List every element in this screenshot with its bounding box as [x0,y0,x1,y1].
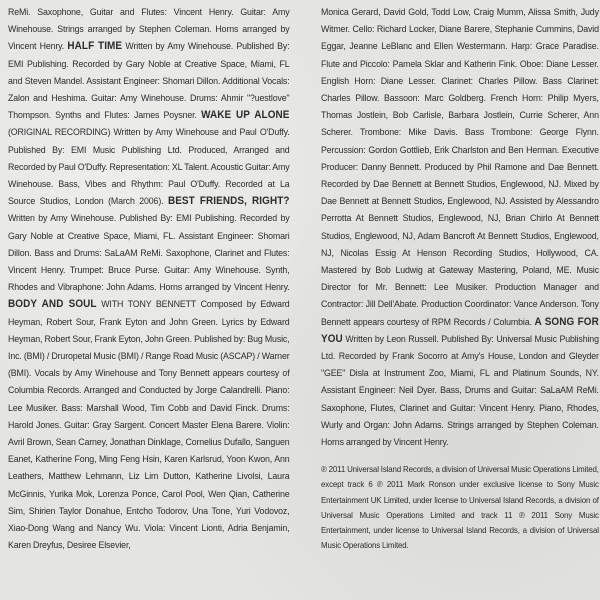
song-title: WAKE UP ALONE [201,109,290,122]
song-title: BODY AND SOUL [8,298,97,311]
credit-text: WITH TONY BENNETT Composed by Edward Heyman, Robert Sour, Frank Eyton and John Green. Lyrics by Edward Heyman, Robert Sour, Frank Eyton, John Green. Published by: Bug Music, Inc. (BMI) / Druropetal Music (BMI) / Range Road Music (ASCAP) / Warner (BMI). Vocals by Amy Winehouse and Tony Bennett appears courtesy of Columbia Records. Arranged and Conducted by Jorge Calandrelli. Piano: Lee Musiker. Bass: Marshall Wood, Tim Cobb and David Finck. Drums: Harold Jones. Guitar: Gray Sargent. Concert Master Elena Barere. Violin: Avril Brown, Sean Carney, Jonathan Dinklage, Cornelius Dufallo, Sanguen Eanet, Katherine Fong, Ming Feng Hsin, Karen Karlsrud, Yoon Kwon, Ann Leathers, Matthew Lehmann, Liz Lim Dutton, Katherine Livolsi, Laura McGinnis, Yurika Mok, Lorenza Ponce, Carol Pool, Wen Qian, Catherine Sim, Shirien Taylor Donahue, Entcho Todorov, Una Tone, Yuri Vodovoz, Xiao-Dong Wang and Nancy Wu. Viola: Vincent Lionti, Adria Benjamin, Karen Dreyfus, Desiree Elsevier, [8,299,290,552]
right-credits-paragraph [321,4,599,451]
left-credits-paragraph [8,4,290,555]
credit-text: Written by Leon Russell. Published By: Universal Music Publishing Ltd. Recorded by Frank Socorro at Amy's House, London and Gleyder "GEE" Disla at Instrument Zoo, Miami, FL and Platinum Sounds, NY. Assistant Engineer: Neil Dyer. Bass, Drums and Guitar: SaLaAM ReMi. Saxophone, Flutes, Clarinet and Guitar: Vincent Henry. Piano, Rhodes, Wurly and Organ: John Adams. Strings arranged by Stephen Coleman. Horns arranged by Vincent Henry. [321,333,599,449]
right-column [321,4,599,554]
song-title: BEST FRIENDS, RIGHT? [167,195,290,208]
credit-text: Written by Amy Winehouse. Published By: EMI Publishing. Recorded by Gary Noble at Creative Space, Miami, FL. Assistant Engineer: Shomari Dillon. Bass and Drums: SaLaAM ReMi. Saxophone, Clarinet and Flutes: Vincent Henry. Trumpet: Bruce Purse. Guitar: Amy Winehouse. Synth, Rhodes and Vibraphone: John Adams. Horns arranged by Vincent Henry. [8,213,290,294]
song-title: A SONG FOR YOU [321,315,599,345]
copyright-notice: ℗ 2011 Universal Island Records, a division of Universal Music Operations Limited, except track 6 ℗ 2011 Mark Ronson under exclusive license to Sony Music Entertainment UK Limited, under license to Universal Island Records, a division of Universal Music Operations Limited and track 11 ℗ 2011 Sony Music Entertainment, under license to Universal Island Records, a division of Universal Music Operations Limited. [321,464,599,551]
credit-text: ReMi. Saxophone, Guitar and Flutes: Vincent Henry. Guitar: Amy Winehouse. Strings arranged by Stephen Coleman. Horns arranged by Vincent Henry. [8,7,290,53]
left-column [8,4,290,555]
credit-text: Monica Gerard, David Gold, Todd Low, Craig Mumm, Alissa Smith, Judy Witmer. Cello: Richard Locker, Diane Barere, Stephanie Cummins, David Eggar, Jeanne LeBlanc and Ellen Westermann. Harp: Grace Paradise. Flute and Piccolo: Pamela Sklar and Katherin Fink. Oboe: Diane Lesser. English Horn: Diane Lesser. Clarinet: Charles Pillow. Bass Clarinet: Charles Pillow. Bassoon: Marc Goldberg. French Horn: Philip Myers, Thomas Jostlein, Bob Carlisle, Barbara Jostlein, Currie Scherer, Ann Scherer. Trombone: Mike Davis. Bass Trombone: George Flynn. Percussion: Gordon Gottlieb, Erik Charlston and Ben Herman. Executive Producer: Danny Bennett. Produced by Phil Ramone and Dae Bennett. Recorded by Dae Bennett at Bennett Studios, Englewood, NJ. Mixed by Dae Bennett at Bennett Studios, Englewood, NJ. Assisted by Alessandro Perrotta At Bennett Studios, Englewood, NJ, Brian Chirlo At Bennett Studios, Englewood, NJ, Adam Bancroft At Bennett Studios, Englewood, NJ, Nicolas Essig At Henson Recording Studios, Hollywood, CA. Mastered by Bob Ludwig at Gateway Mastering, Poland, ME. Music Director for Mr. Bennett: Lee Musiker. Production Manager and Contractor: Jill Dell'Abate. Production Coordinator: Vance Anderson. Tony Bennett appears courtesy of RPM Records / Columbia. [321,7,599,328]
credit-text: (ORIGINAL RECORDING) Written by Amy Winehouse and Paul O'Duffy. Published By: EMI Music Publishing Ltd. Produced, Arranged and Recorded by Paul O'Duffy. Representation: XL Talent. Acoustic Guitar: Amy Winehouse. Bass, Vibes and Rhythm: Paul O'Duffy. Recorded at La Source Studios, London (March 2006). [8,127,290,208]
credit-text: Written by Amy Winehouse. Published By: EMI Publishing. Recorded by Gary Noble at Creative Space, Miami, FL and Steven Mandel. Assistant Engineer: Shomari Dillon. Additional Vocals: Zalon and Heshima. Guitar: Amy Winehouse. Drums: Ahmir "?uestlove" Thompson. Synths and Flutes: James Poysner. [8,41,290,122]
song-title: HALF TIME [67,40,123,53]
